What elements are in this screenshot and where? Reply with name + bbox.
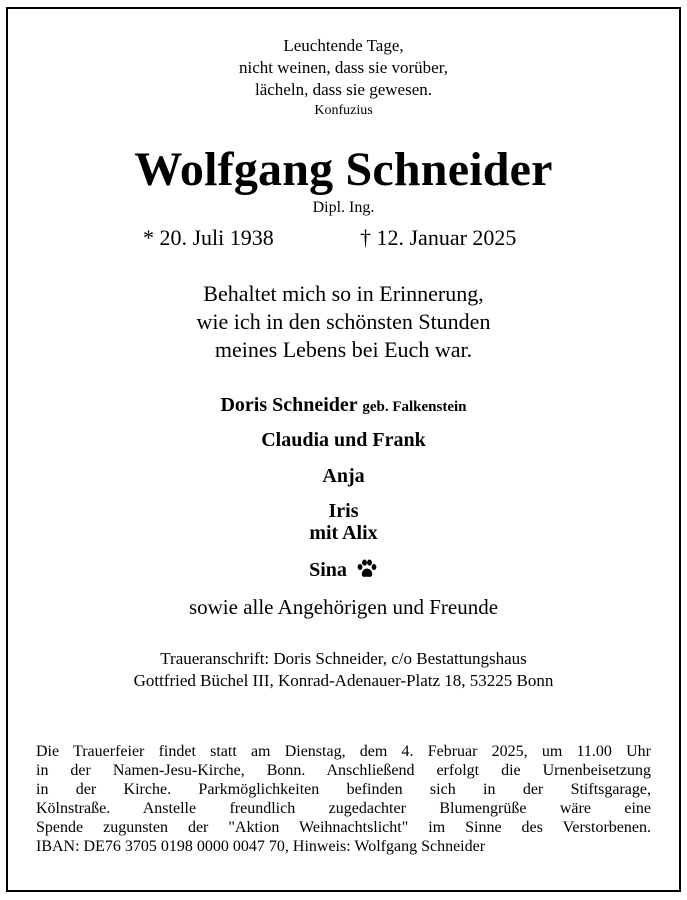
quote-block [0, 35, 687, 121]
verse-line: Behaltet mich so in Erinnerung, [203, 281, 484, 306]
verse-line: meines Lebens bei Euch war. [214, 337, 473, 362]
notice-line: in der Namen-Jesu-Kirche, Bonn. Anschließend erfolgt die Urnenbeisetzung [36, 762, 651, 779]
quote-author: Konfuzius [314, 103, 373, 118]
mourner-line: Claudia und Frank [261, 429, 426, 451]
mourner-line: Anja [322, 465, 365, 487]
quote-line: nicht weinen, dass sie vorüber, [239, 58, 448, 77]
notice-line: in der Kirche. Parkmöglichkeiten befinden sich in der Stiftsgarage, [36, 781, 651, 798]
notice-line: Spende zugunsten der "Aktion Weihnachtslicht" im Sinne des Verstorbenen. [36, 819, 651, 836]
mourner-name: mit Alix [309, 522, 378, 544]
deceased-name: Wolfgang Schneider [134, 143, 553, 196]
condolence-address [0, 648, 687, 692]
verse-line: wie ich in den schönsten Stunden [196, 309, 491, 334]
paw-icon [356, 559, 378, 579]
address-line: Gottfried Büchel III, Konrad-Adenauer-Platz 18, 53225 Bonn [133, 671, 554, 690]
spouse-maiden-name: geb. Falkenstein [362, 399, 467, 415]
other-mourners: sowie alle Angehörigen und Freunde [188, 595, 499, 619]
mourner-name: Sina [309, 559, 347, 581]
address-line: Traueranschrift: Doris Schneider, c/o Bestattungshaus [160, 649, 527, 668]
life-dates [0, 225, 687, 255]
death-date: † 12. Januar 2025 [360, 225, 517, 250]
mourner-spouse [0, 393, 687, 419]
birth-date: * 20. Juli 1938 [143, 225, 274, 250]
notice-line: Die Trauerfeier findet statt am Dienstag, dem 4. Februar 2025, um 11.00 Uhr [36, 743, 651, 760]
mourner-name: Iris [328, 500, 359, 522]
spouse-name: Doris Schneider [220, 394, 358, 416]
memorial-verse [0, 280, 687, 364]
notice-line: Kölnstraße. Anstelle freundlich zugedachter Blumengrüße wäre eine [36, 800, 651, 817]
funeral-notice [36, 742, 651, 856]
quote-line: lächeln, dass sie gewesen. [254, 80, 433, 99]
quote-line: Leuchtende Tage, [283, 36, 404, 55]
mourner-line [0, 500, 687, 544]
notice-line: IBAN: DE76 3705 0198 0000 0047 70, Hinweis: Wolfgang Schneider [36, 838, 486, 855]
deceased-title: Dipl. Ing. [312, 199, 375, 216]
mourner-line [0, 558, 687, 582]
